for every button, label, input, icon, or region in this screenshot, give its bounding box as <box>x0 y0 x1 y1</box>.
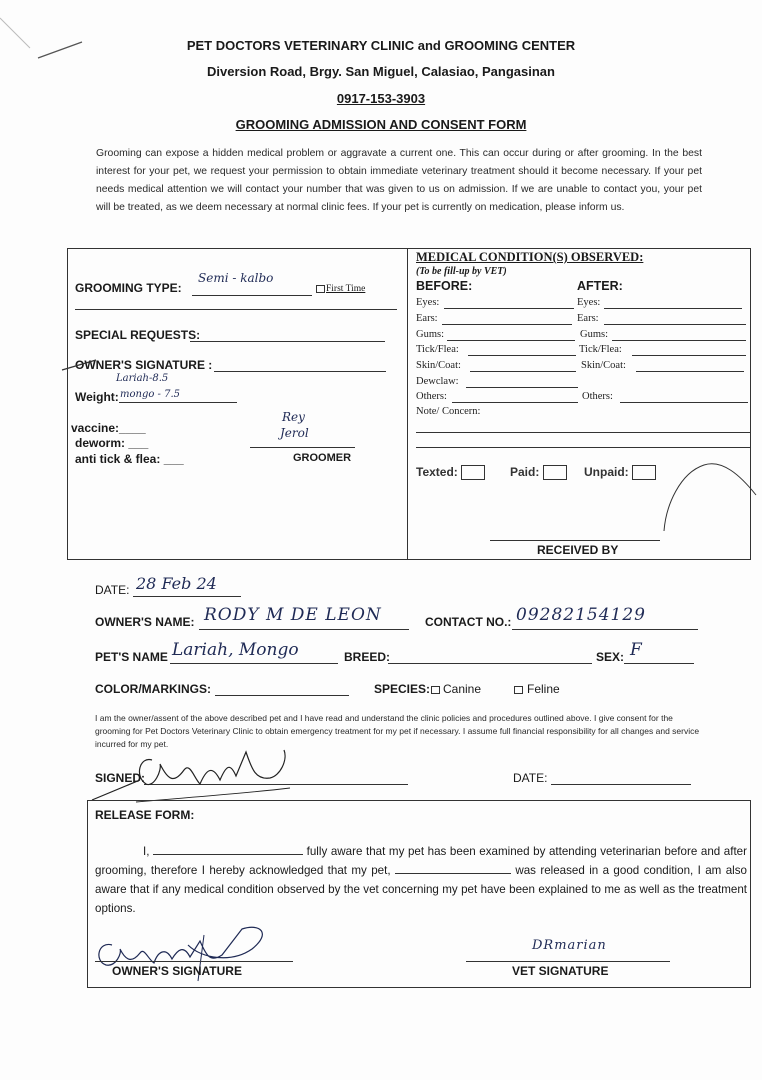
owner-name-label: OWNER'S NAME: <box>95 615 195 629</box>
intro-paragraph: Grooming can expose a hidden medical problem or aggravate a current one. This can occur during or after grooming. In the best interest for your pet, we request your permission to obtain immediate veterinary treatment should it become necessary. If your pet needs medical attention we will contact your number that was given to us on admission. If we are unable to contact you, your pet will be treated, as we deem necessary at normal clinic fees. If your pet is currently on medication, please inform us. <box>96 148 702 213</box>
release-i-label: I, <box>143 845 150 858</box>
after-eyes-line[interactable] <box>604 308 742 309</box>
deworm-label: deworm: ___ <box>75 436 149 450</box>
medical-title: MEDICAL CONDITION(S) OBSERVED: <box>416 250 644 264</box>
groomer-label: GROOMER <box>293 452 352 464</box>
owner-strike-mark <box>60 356 100 376</box>
received-by-line <box>490 540 660 541</box>
before-others-line[interactable] <box>452 402 578 403</box>
weight-value-1[interactable]: Lariah-8.5 <box>116 373 169 384</box>
special-requests-line[interactable] <box>190 341 385 342</box>
first-time-label: First Time <box>326 284 366 294</box>
before-gums-line[interactable] <box>447 340 575 341</box>
before-tick-label: Tick/Flea: <box>416 344 459 355</box>
color-line[interactable] <box>215 695 349 696</box>
unpaid-checkbox[interactable] <box>632 465 656 480</box>
signed-date-line[interactable] <box>551 784 691 785</box>
grooming-type-label: GROOMING TYPE: <box>75 281 182 295</box>
after-ears-label: Ears: <box>577 313 599 324</box>
contact-line <box>512 629 698 630</box>
weight-value-2[interactable]: mongo - 7.5 <box>120 389 181 400</box>
note-line-2[interactable] <box>416 447 750 448</box>
texted-checkbox[interactable] <box>461 465 485 480</box>
release-pet-blank[interactable] <box>395 861 511 874</box>
sex-label: SEX: <box>596 650 625 664</box>
species-label: SPECIES: <box>374 682 431 696</box>
clinic-phone: 0917-153-3903 <box>336 91 426 106</box>
corner-mark <box>0 0 90 70</box>
pet-name-label: PET'S NAME <box>95 650 168 664</box>
groomer-name-2: Jerol <box>280 426 309 440</box>
texted-label: Texted: <box>416 465 458 479</box>
release-title: RELEASE FORM: <box>95 808 195 822</box>
breed-line[interactable] <box>388 663 592 664</box>
date-line <box>133 596 241 597</box>
release-owner-sig-label: OWNER'S SIGNATURE <box>112 964 242 978</box>
grooming-type-line <box>192 295 312 296</box>
contact-label: CONTACT NO.: <box>425 615 512 629</box>
texted-row <box>416 465 485 480</box>
feline-label: Feline <box>527 682 560 696</box>
box-divider <box>407 248 408 560</box>
before-dewclaw-label: Dewclaw: <box>416 376 459 387</box>
medical-subtitle: (To be fill-up by VET) <box>416 266 507 277</box>
clinic-address: Diversion Road, Brgy. San Miguel, Calasiao, Pangasinan <box>207 64 555 79</box>
special-requests-label: SPECIAL REQUESTS: <box>75 328 201 342</box>
antitick-label: anti tick & flea: ___ <box>75 452 184 466</box>
after-label: AFTER: <box>577 279 623 293</box>
pet-name-line <box>170 663 338 664</box>
release-name-blank[interactable] <box>153 842 303 855</box>
clinic-name: PET DOCTORS VETERINARY CLINIC and GROOMING CENTER <box>186 38 576 53</box>
vet-sig-label: VET SIGNATURE <box>512 964 609 978</box>
owner-signature-label: OWNER'S SIGNATURE : <box>75 358 213 372</box>
paid-label: Paid: <box>510 465 540 479</box>
signed-date-label: DATE: <box>513 771 548 785</box>
before-ears-line[interactable] <box>442 324 572 325</box>
paid-checkbox[interactable] <box>543 465 567 480</box>
unpaid-label: Unpaid: <box>584 465 629 479</box>
groomer-line <box>250 447 355 448</box>
first-time-checkbox[interactable] <box>316 285 325 293</box>
groomer-name-1: Rey <box>282 410 305 424</box>
release-text-2: was released in a good condition, I am also aware that if any medical condition observed by the vet concerning my pet have been explained to me as well as the treatment options. <box>95 864 747 915</box>
before-skin-label: Skin/Coat: <box>416 360 461 371</box>
contact-value[interactable]: 09282154129 <box>516 605 646 625</box>
after-gums-label: Gums: <box>580 329 609 340</box>
unpaid-row <box>584 465 656 480</box>
after-tick-label: Tick/Flea: <box>579 344 622 355</box>
before-eyes-label: Eyes: <box>416 297 440 308</box>
vet-sig-line[interactable] <box>466 961 670 962</box>
canine-label: Canine <box>443 682 482 696</box>
before-eyes-line[interactable] <box>444 308 574 309</box>
feline-checkbox[interactable] <box>514 686 523 694</box>
paid-row <box>510 465 567 480</box>
grooming-extra-line <box>75 309 397 310</box>
release-text-1: fully aware that my pet has been examined by attending veterinarian before and after grooming, therefore I hereby acknowledged that my pet, <box>95 845 747 877</box>
after-skin-line[interactable] <box>636 371 744 372</box>
before-label: BEFORE: <box>416 279 473 293</box>
after-tick-line[interactable] <box>632 355 746 356</box>
owner-signature-mark <box>90 740 300 808</box>
grooming-type-value[interactable]: Semi - kalbo <box>198 271 274 285</box>
date-value[interactable]: 28 Feb 24 <box>136 574 217 593</box>
after-skin-label: Skin/Coat: <box>581 360 626 371</box>
owner-name-value[interactable]: RODY M DE LEON <box>204 605 382 625</box>
canine-checkbox[interactable] <box>431 686 440 694</box>
weight-label: Weight: <box>75 390 119 404</box>
release-paragraph <box>95 842 747 918</box>
consent-paragraph: I am the owner/assent of the above described pet and I have read and understand the clinic policies and procedures outlined above. I give consent for the grooming for Pet Doctors Veterinary Clinic to obtain emergency treatment for my pet if necessary. I assume full financial responsibility for all changes and service incurred for my pet. <box>95 713 700 749</box>
signed-label: SIGNED: <box>95 771 146 785</box>
before-ears-label: Ears: <box>416 313 438 324</box>
owner-name-line <box>199 629 409 630</box>
after-others-label: Others: <box>582 391 613 402</box>
before-dewclaw-line[interactable] <box>466 387 578 388</box>
note-label: Note/ Concern: <box>416 406 481 417</box>
color-label: COLOR/MARKINGS: <box>95 682 211 696</box>
before-skin-line[interactable] <box>470 371 576 372</box>
pet-name-value[interactable]: Lariah, Mongo <box>172 640 299 660</box>
received-by-label: RECEIVED BY <box>537 543 619 557</box>
form-title: GROOMING ADMISSION AND CONSENT FORM <box>235 117 527 132</box>
note-line-1[interactable] <box>416 432 750 433</box>
after-eyes-label: Eyes: <box>577 297 601 308</box>
sex-value[interactable]: F <box>630 640 642 660</box>
weight-line <box>119 402 237 403</box>
before-others-label: Others: <box>416 391 447 402</box>
date-label: DATE: <box>95 583 130 597</box>
vaccine-label: vaccine:____ <box>71 421 146 435</box>
breed-label: BREED: <box>344 650 391 664</box>
sex-line <box>624 663 694 664</box>
vet-signature-value: DRmarian <box>532 938 607 953</box>
before-tick-line[interactable] <box>468 355 576 356</box>
release-owner-sig-line[interactable] <box>95 961 293 962</box>
after-others-line[interactable] <box>620 402 748 403</box>
owner-signature-line[interactable] <box>214 371 386 372</box>
after-ears-line[interactable] <box>604 324 746 325</box>
before-gums-label: Gums: <box>416 329 445 340</box>
after-gums-line[interactable] <box>612 340 746 341</box>
received-signature <box>660 455 760 535</box>
